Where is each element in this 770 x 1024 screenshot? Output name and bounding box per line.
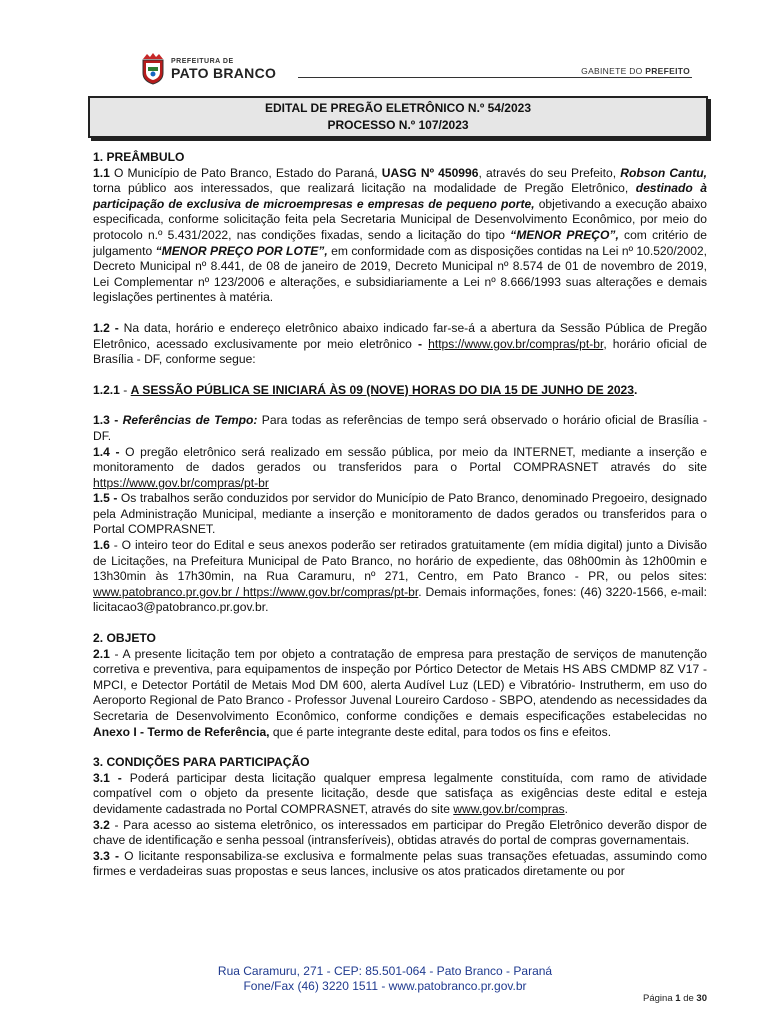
compras-link-2[interactable]: https://www.gov.br/compras/pt-br bbox=[93, 475, 269, 490]
sites-links[interactable]: www.patobranco.pr.gov.br / https://www.gov.br/compras/pt-br bbox=[93, 584, 419, 599]
logo-big-text: PATO BRANCO bbox=[171, 65, 277, 81]
footer-address: Rua Caramuru, 271 - CEP: 85.501-064 - Pato Branco - Paraná bbox=[217, 964, 553, 978]
header-divider bbox=[298, 77, 692, 78]
document-body bbox=[93, 150, 707, 880]
page-number: Página 1 de 30 bbox=[643, 993, 707, 1004]
paragraph-1-4: 1.4 - O pregão eletrônico será realizado em sessão pública, por meio da INTERNET, mediante a inserção e monitoramento de dados gerados ou transferidos para o Portal COMPRASNET através do site https://www.gov.br/compras/pt-br bbox=[93, 444, 707, 490]
paragraph-3-2: 3.2 - Para acesso ao sistema eletrônico, os interessados em participar do Pregão Eletrônico deverão dispor de chave de identificação e senha pessoal (intransferíveis), obtidas através do portal de compras governamentais. bbox=[93, 817, 707, 848]
document-title-box bbox=[88, 96, 708, 138]
paragraph-2-1: 2.1 - A presente licitação tem por objeto a contratação de empresa para prestação de serviços de manutenção corretiva e preventiva, para equipamentos de inspeção por Pórtico Detector de Metais HS ABS CMDMP 8Z V17 - MPCI, e Detector Portátil de Metais Mod DM 600, alerta Audível Luz (LED) e Vibratório- Instrutherm, em uso do Aeroporto Regional de Pato Branco - Professor Juvenal Loureiro Cardoso - SBPO, atendendo as necessidades da Secretaria de Desenvolvimento Econômico, conforme condições e demais especificações estabelecidas no Anexo I - Termo de Referência, que é parte integrante deste edital, para todos os fins e efeitos. bbox=[93, 646, 707, 739]
paragraph-1-2: 1.2 - Na data, horário e endereço eletrônico abaixo indicado far-se-á a abertura da Sessão Pública de Pregão Eletrônico, acessado exclusivamente por meio eletrônico - https://www.gov.br/compras/pt-br, horário oficial de Brasília - DF, conforme segue: bbox=[93, 320, 708, 367]
paragraph-1-6: 1.6 - O inteiro teor do Edital e seus anexos poderão ser retirados gratuitamente (em mídia digital) junto a Divisão de Licitações, na Prefeitura Municipal de Pato Branco, no horário de expediente, das 08h00min às 12h00min e 13h30min às 17h30min, na Rua Caramuru, nº 271, Centro, em Pato Branco - PR, ou pelos sites: www.patobranco.pr.gov.br / https://www.gov.br/compras/pt-br. Demais informações, fones: (46) 3220-1566, e-mail: licitacao3@patobranco.pr.gov.br. bbox=[93, 538, 707, 615]
paragraph-1-2-1: 1.2.1 - A SESSÃO PÚBLICA SE INICIARÁ ÀS 09 (NOVE) HORAS DO DIA 15 DE JUNHO DE 2023. bbox=[93, 382, 638, 397]
edital-title: EDITAL DE PREGÃO ELETRÔNICO N.º 54/2023 bbox=[265, 101, 531, 115]
section-2-heading: 2. OBJETO bbox=[93, 631, 156, 646]
city-crest-icon bbox=[140, 53, 166, 85]
logo-small-text: PREFEITURA DE bbox=[171, 58, 234, 65]
compras-link[interactable]: https://www.gov.br/compras/pt-br bbox=[428, 336, 604, 351]
gov-compras-link[interactable]: www.gov.br/compras bbox=[453, 801, 565, 816]
paragraph-3-1: 3.1 - Poderá participar desta licitação qualquer empresa legalmente constituída, com ramo de atividade compatível com o objeto da presente licitação, desde que satisfaça as exigências deste edital e esteja devidamente cadastrada no Portal COMPRASNET, através do site www.gov.br/compras. bbox=[93, 770, 708, 816]
section-1-heading: 1. PREÂMBULO bbox=[93, 150, 185, 164]
pato-branco-logo bbox=[140, 52, 276, 86]
footer-contact: Fone/Fax (46) 3220 1511 - www.patobranco.pr.gov.br bbox=[243, 979, 527, 993]
section-3-heading: 3. CONDIÇÕES PARA PARTICIPAÇÃO bbox=[93, 755, 310, 770]
page-footer bbox=[0, 964, 770, 994]
paragraph-1-5: 1.5 - Os trabalhos serão conduzidos por servidor do Município de Pato Branco, denominado Pregoeiro, designado pela Administração Municipal, mediante a inserção e monitoramento de dados gerados ou transferidos para o Portal COMPRASNET. bbox=[93, 491, 708, 537]
paragraph-1-3: 1.3 - Referências de Tempo: Para todas as referências de tempo será observado o horário oficial de Brasília - DF. bbox=[93, 413, 708, 443]
gabinete-label: GABINETE DO PREFEITO bbox=[581, 66, 690, 76]
processo-title: PROCESSO N.º 107/2023 bbox=[327, 118, 469, 132]
paragraph-3-3: 3.3 - O licitante responsabiliza-se exclusiva e formalmente pelas suas transações efetuadas, assumindo como firmes e verdadeiras suas propostas e seus lances, inclusive os atos praticados diretamente ou por bbox=[93, 848, 707, 879]
paragraph-1-1: 1.1 O Município de Pato Branco, Estado do Paraná, UASG Nº 450996, através do seu Prefeito, Robson Cantu, torna público aos interessados, que realizará licitação na modalidade de Pregão Eletrônico, destinado à participação de exclusiva de microempresas e empresas de pequeno porte, objetivando a execução abaixo especificada, conforme solicitação feita pela Secretaria Municipal de Desenvolvimento Econômico, por meio do protocolo n.º 5.431/2022, nas condições fixadas, sendo a licitação do tipo “MENOR PREÇO”, com critério de julgamento “MENOR PREÇO POR LOTE”, em conformidade com as disposições contidas na Lei nº 10.520/2002, Decreto Municipal nº 8.441, de 08 de janeiro de 2019, Decreto Municipal nº 8.574 de 01 de novembro de 2019, Lei Complementar nº 123/2006 e alterações, e subsidiariamente a Lei nº 8.666/1993 suas alterações e demais legislações pertinentes à matéria. bbox=[93, 165, 708, 305]
